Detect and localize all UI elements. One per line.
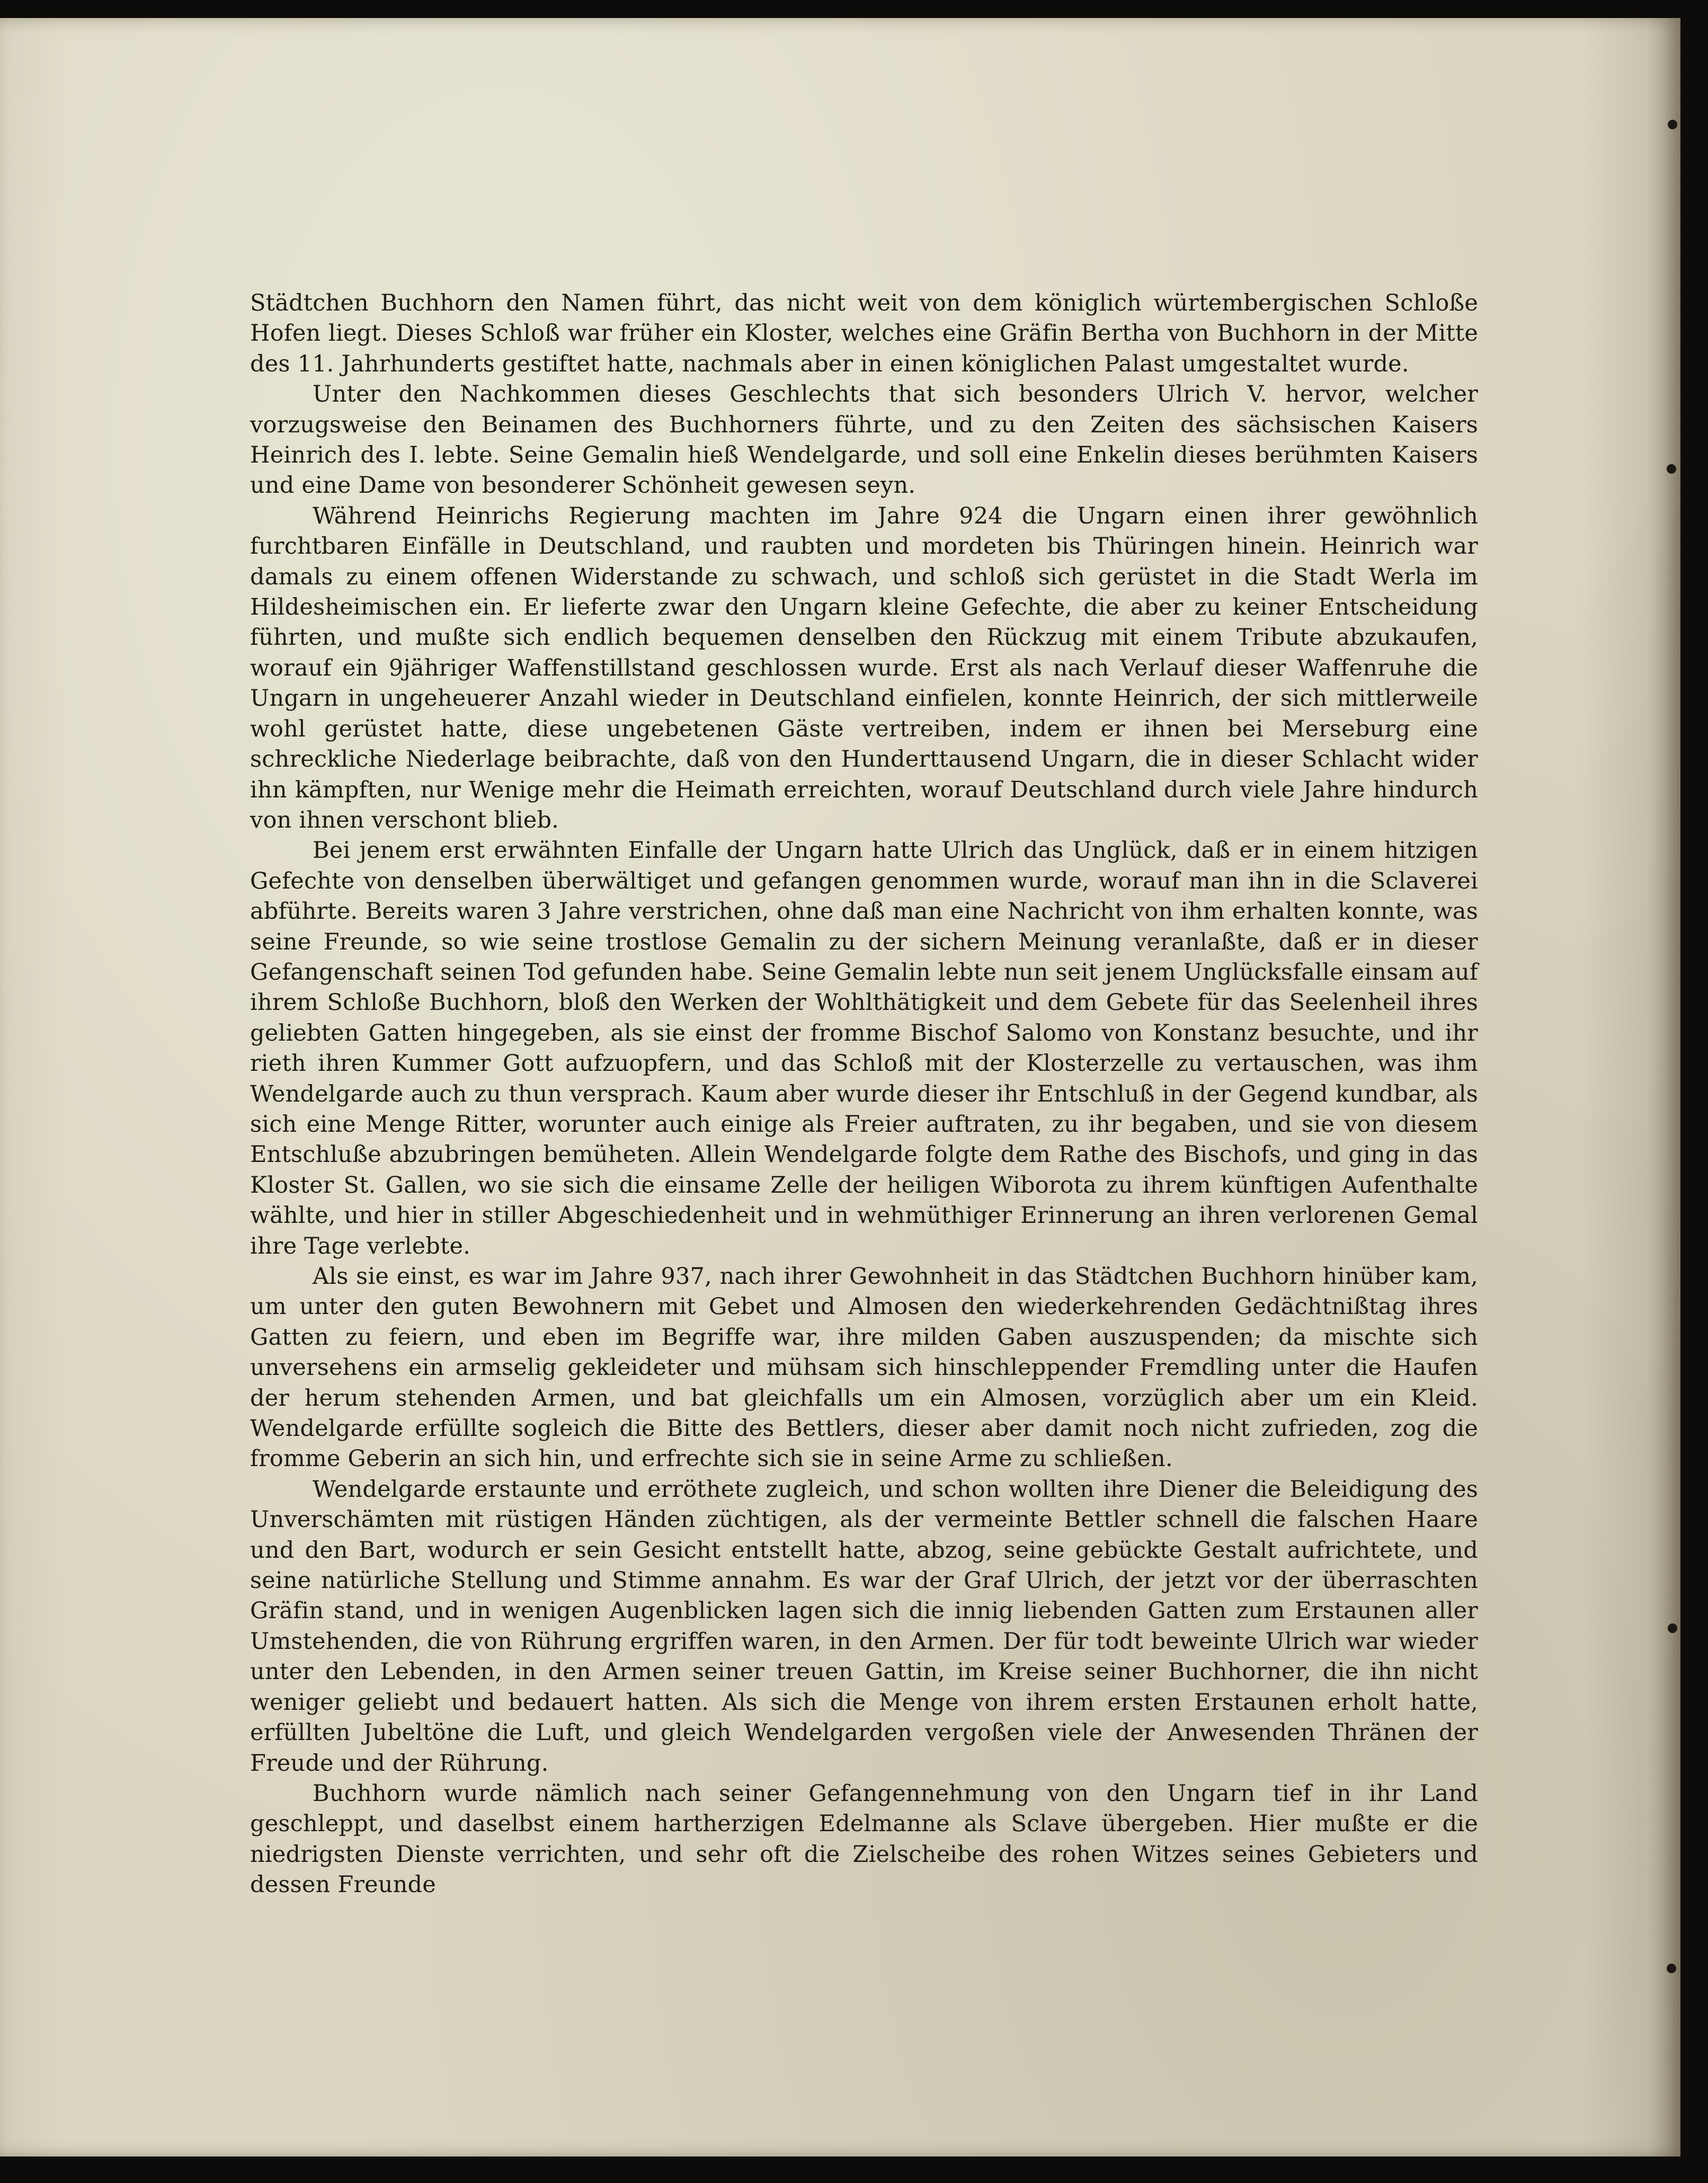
binding-edge	[1648, 18, 1680, 2157]
paragraph: Unter den Nachkommen dieses Geschlechts that sich besonders Ulrich V. hervor, welcher vorzugsweise den Beinamen des Buchhorners führte, und zu den Zeiten des sächsischen Kaisers Heinrich des I. lebte. Seine Gemalin hieß Wendelgarde, und soll eine Enkelin dieses berühmten Kaisers und eine Dame von besonderer Schönheit gewesen seyn.	[250, 381, 1478, 499]
paragraph: Buchhorn wurde nämlich nach seiner Gefangennehmung von den Ungarn tief in ihr Land geschleppt, und daselbst einem hartherzigen Edelmanne als Sclave übergeben. Hier mußte er die niedrigsten Dienste verrichten, und sehr oft die Zielscheibe des rohen Witzes seines Gebieters und dessen Freunde	[250, 1780, 1478, 1898]
paragraph: Bei jenem erst erwähnten Einfalle der Ungarn hatte Ulrich das Unglück, daß er in einem hitzigen Gefechte von denselben überwältiget und gefangen genommen wurde, worauf man ihn in die Sclaverei abführte. Bereits waren 3 Jahre verstrichen, ohne daß man eine Nachricht von ihm erhalten konnte, was seine Freunde, so wie seine trostlose Gemalin zu der sichern Meinung veranlaßte, daß er in dieser Gefangenschaft seinen Tod gefunden habe. Seine Gemalin lebte nun seit jenem Unglücksfalle einsam auf ihrem Schloße Buchhorn, bloß den Werken der Wohlthätigkeit und dem Gebete für das Seelenheil ihres geliebten Gatten hingegeben, als sie einst der fromme Bischof Salomo von Konstanz besuchte, und ihr rieth ihren Kummer Gott aufzuopfern, und das Schloß mit der Klosterzelle zu vertauschen, was ihm Wendelgarde auch zu thun versprach. Kaum aber wurde dieser ihr Entschluß in der Gegend kundbar, als sich eine Menge Ritter, worunter auch einige als Freier auftraten, zu ihr begaben, und sie von diesem Entschluße abzubringen bemüheten. Allein Wendelgarde folgte dem Rathe des Bischofs, und ging in das Kloster St. Gallen, wo sie sich die einsame Zelle der heiligen Wiborota zu ihrem künftigen Aufenthalte wählte, und hier in stiller Abgeschiedenheit und in wehmüthiger Erinnerung an ihren verlorenen Gemal ihre Tage verlebte.	[250, 837, 1478, 1259]
body-text	[250, 288, 1478, 1901]
binding-stitch-icon	[1668, 1623, 1677, 1633]
paragraph: Als sie einst, es war im Jahre 937, nach ihrer Gewohnheit in das Städtchen Buchhorn hinüber kam, um unter den guten Bewohnern mit Gebet und Almosen den wiederkehrenden Gedächtnißtag ihres Gatten zu feiern, und eben im Begriffe war, ihre milden Gaben auszuspenden; da mischte sich unversehens ein armselig gekleideter und mühsam sich hinschleppender Fremdling unter die Haufen der herum stehenden Armen, und bat gleichfalls um ein Almosen, vorzüglich aber um ein Kleid. Wendelgarde erfüllte sogleich die Bitte des Bettlers, dieser aber damit noch nicht zufrieden, zog die fromme Geberin an sich hin, und erfrechte sich sie in seine Arme zu schließen.	[250, 1263, 1478, 1472]
paragraph: Während Heinrichs Regierung machten im Jahre 924 die Ungarn einen ihrer gewöhnlich furchtbaren Einfälle in Deutschland, und raubten und mordeten bis Thüringen hinein. Heinrich war damals zu einem offenen Widerstande zu schwach, und schloß sich gerüstet in die Stadt Werla im Hildesheimischen ein. Er lieferte zwar den Ungarn kleine Gefechte, die aber zu keiner Entscheidung führten, und mußte sich endlich bequemen denselben den Rückzug mit einem Tribute abzukaufen, worauf ein 9jähriger Waffenstillstand geschlossen wurde. Erst als nach Verlauf dieser Waffenruhe die Ungarn in ungeheuerer Anzahl wieder in Deutschland einfielen, konnte Heinrich, der sich mittlerweile wohl gerüstet hatte, diese ungebetenen Gäste vertreiben, indem er ihnen bei Merseburg eine schreckliche Niederlage beibrachte, daß von den Hunderttausend Ungarn, die in dieser Schlacht wider ihn kämpften, nur Wenige mehr die Heimath erreichten, worauf Deutschland durch viele Jahre hindurch von ihnen verschont blieb.	[250, 502, 1478, 833]
paragraph: Wendelgarde erstaunte und erröthete zugleich, und schon wollten ihre Diener die Beleidigung des Unverschämten mit rüstigen Händen züchtigen, als der vermeinte Bettler schnell die falschen Haare und den Bart, wodurch er sein Gesicht entstellt hatte, abzog, seine gebückte Gestalt aufrichtete, und seine natürliche Stellung und Stimme annahm. Es war der Graf Ulrich, der jetzt vor der überraschten Gräfin stand, und in wenigen Augenblicken lagen sich die innig liebenden Gatten zum Erstaunen aller Umstehenden, die von Rührung ergriffen waren, in den Armen. Der für todt beweinte Ulrich war wieder unter den Lebenden, in den Armen seiner treuen Gattin, im Kreise seiner Buchhorner, die ihn nicht weniger geliebt und bedauert hatten. Als sich die Menge von ihrem ersten Erstaunen erholt hatte, erfüllten Jubeltöne die Luft, und gleich Wendelgarden vergoßen viele der Anwesenden Thränen der Freude und der Rührung.	[250, 1476, 1478, 1777]
paragraph: Städtchen Buchhorn den Namen führt, das nicht weit von dem königlich würtembergischen Schloße Hofen liegt. Dieses Schloß war früher ein Kloster, welches eine Gräfin Bertha von Buchhorn in der Mitte des 11. Jahrhunderts gestiftet hatte, nachmals aber in einen königlichen Palast umgestaltet wurde.	[250, 290, 1478, 377]
binding-stitch-icon	[1667, 464, 1676, 474]
binding-stitch-icon	[1667, 1964, 1676, 1973]
binding-stitch-icon	[1668, 120, 1677, 129]
